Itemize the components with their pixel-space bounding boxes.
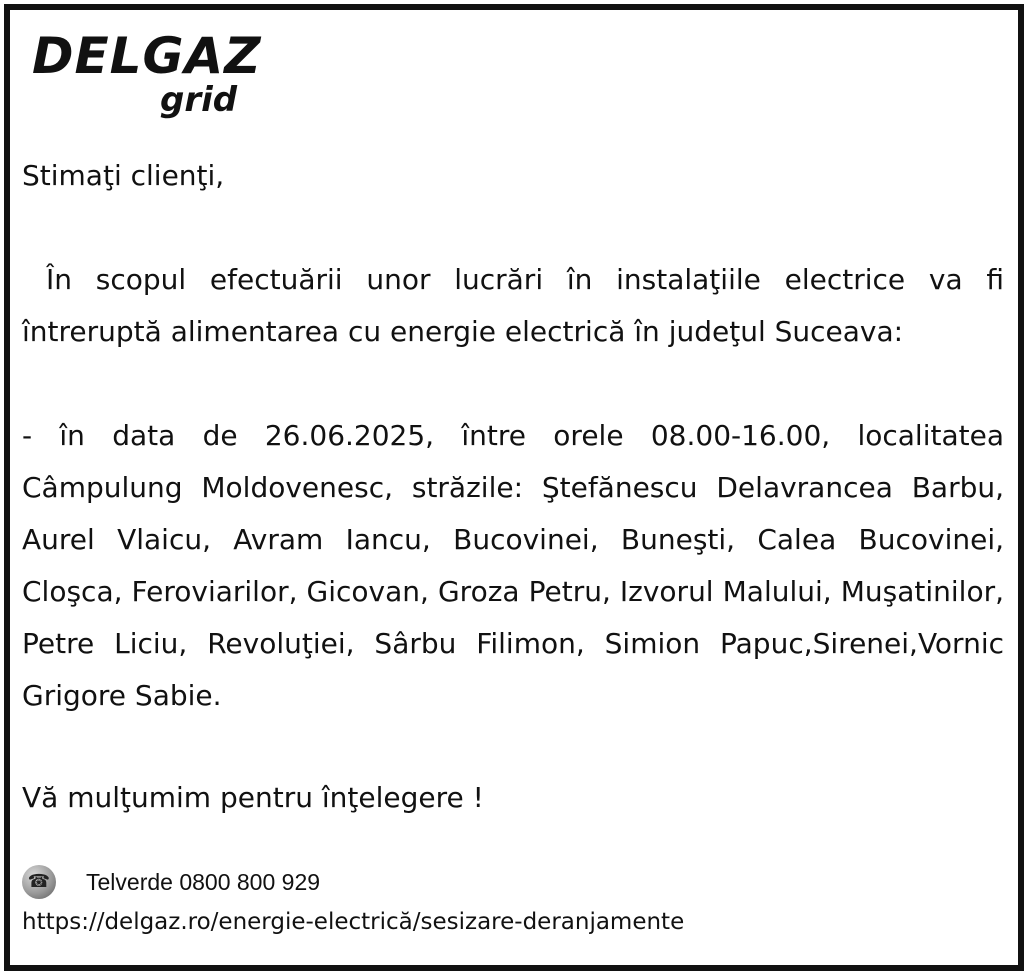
intro-paragraph: În scopul efectuării unor lucrări în instalaţiile electrice va fi întreruptă alimentarea cu energie electrică în judeţul Suceava:: [22, 263, 1004, 348]
phone-icon: ☎: [22, 865, 56, 899]
phone-contact: [22, 864, 320, 900]
greeting: Stimaţi clienţi,: [22, 159, 225, 192]
logo-sub: grid: [160, 80, 238, 120]
outage-details: - în data de 26.06.2025, între orele 08.00-16.00, localitatea Câmpulung Moldovenesc, străzile: Ştefănescu Delavrancea Barbu, Aurel Vlaicu, Avram Iancu, Bucovinei, Buneşti, Calea Bucovinei, Cloşca, Feroviarilor, Gicovan, Groza Petru, Izvorul Malului, Muşatinilor, Petre Liciu, Revoluţiei, Sârbu Filimon, Simion Papuc,Sirenei,Vornic Grigore Sabie.: [22, 419, 1004, 712]
delgaz-grid-logo: [32, 26, 272, 126]
report-url[interactable]: https://delgaz.ro/energie-electrică/sesizare-deranjamente: [22, 909, 685, 935]
thanks-line: Vă mulţumim pentru înţelegere !: [22, 781, 484, 814]
phone-number: Telverde 0800 800 929: [86, 868, 321, 895]
logo-brand: DELGAZ: [32, 27, 262, 85]
